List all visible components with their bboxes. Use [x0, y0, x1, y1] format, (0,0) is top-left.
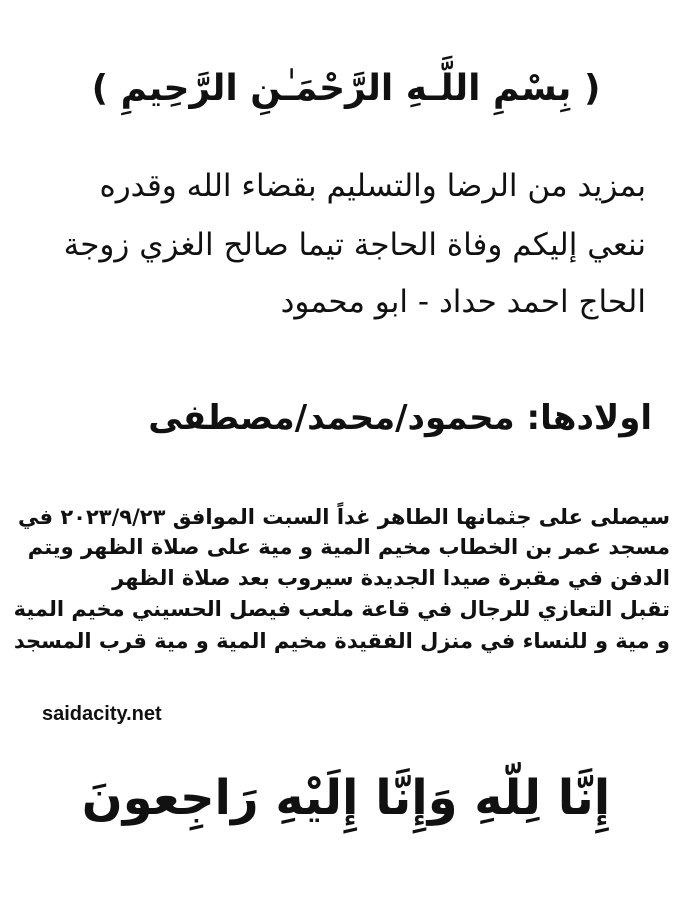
details-line-3: الدفن في مقبرة صيدا الجديدة سيروب بعد صلاة الظهر — [112, 566, 670, 590]
website-label: saidacity.net — [42, 703, 162, 725]
intro-line-1: بمزيد من الرضا والتسليم بقضاء الله وقدره — [99, 168, 646, 204]
intro-line-2: ننعي إليكم وفاة الحاجة تيما صالح الغزي زوجة — [63, 227, 646, 263]
intro-line-3: الحاج احمد حداد - ابو محمود — [280, 284, 646, 320]
children-names: اولادها: محمود/محمد/مصطفى — [148, 398, 652, 438]
basmala-heading: ( بِسْمِ اللَّـهِ الرَّحْمَـٰنِ الرَّحِيمِ ) — [91, 68, 601, 109]
closing-verse: إِنَّا لِلّهِ وَإِنَّا إِلَيْهِ رَاجِعونَ — [81, 770, 611, 826]
details-line-4: تقبل التعازي للرجال في قاعة ملعب فيصل الحسيني مخيم المية — [13, 597, 670, 621]
details-line-1: سيصلى على جثمانها الطاهر غداً السبت الموافق ٢٠٢٣/٩/٢٣ في — [18, 505, 670, 529]
details-line-2: مسجد عمر بن الخطاب مخيم المية و مية على صلاة الظهر ويتم — [27, 535, 670, 559]
details-line-5: و مية و للنساء في منزل الفقيدة مخيم المية و مية قرب المسجد — [13, 629, 670, 653]
